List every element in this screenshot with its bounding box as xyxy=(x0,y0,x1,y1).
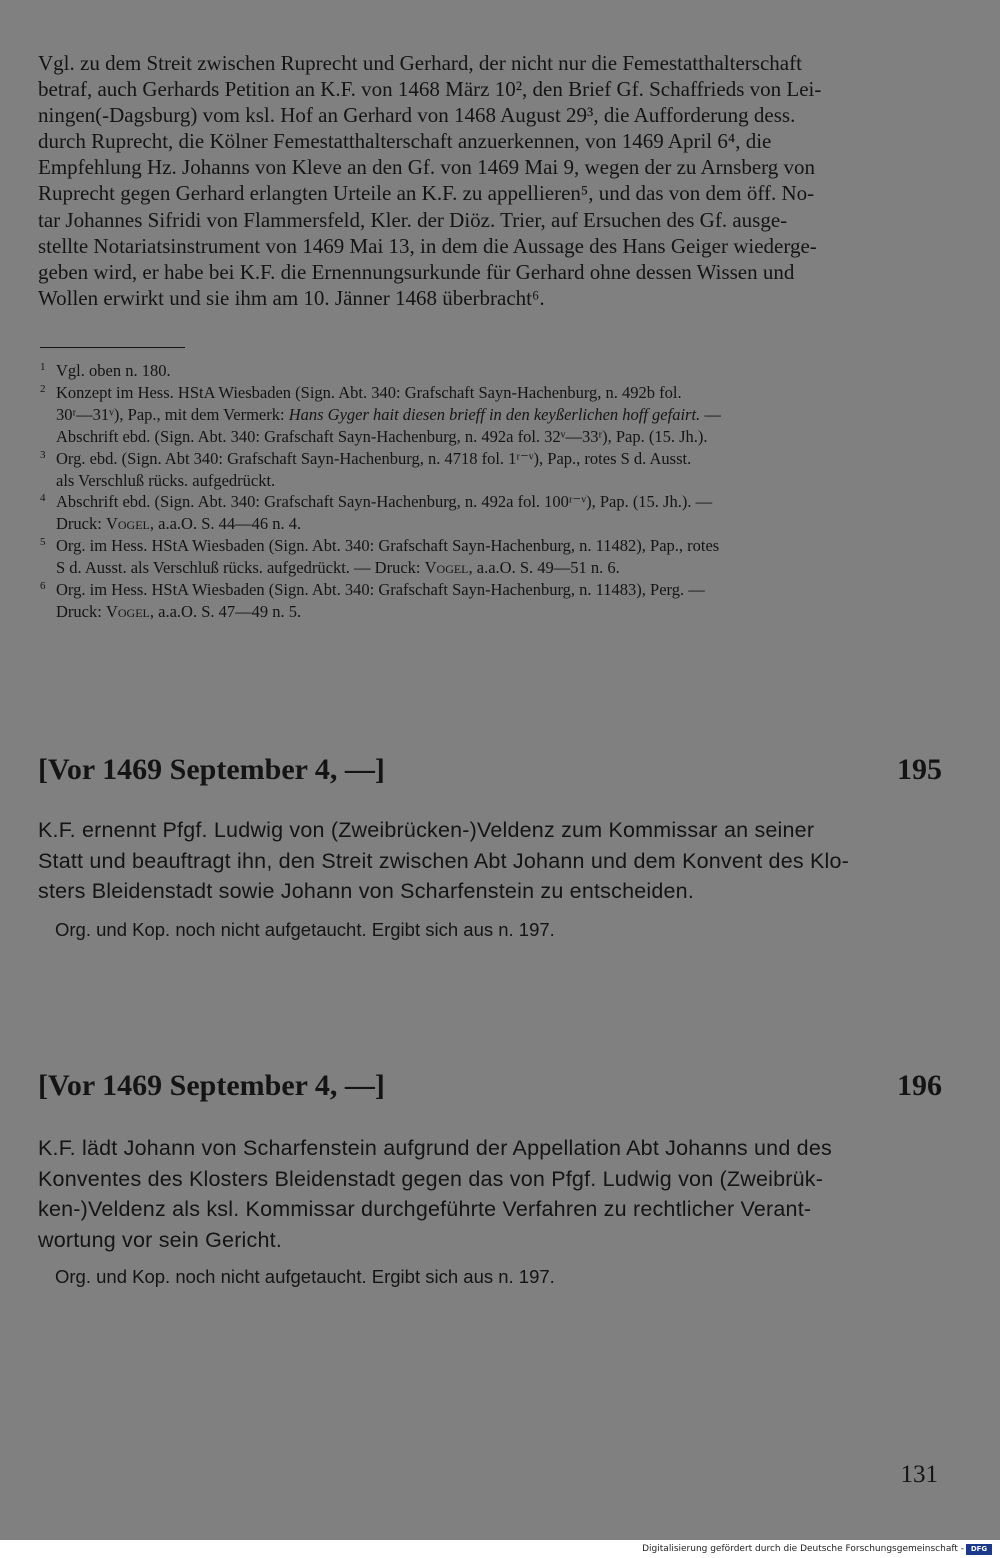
footnote xyxy=(40,360,946,382)
footnote-line: als Verschluß rücks. aufgedrückt. xyxy=(56,470,276,490)
footnote-marker: 3 xyxy=(40,448,46,461)
dfg-logo-icon: DFG xyxy=(966,1544,992,1555)
intro-line: Ruprecht gegen Gerhard erlangten Urteile an K.F. zu appellieren⁵, und das von dem öff. No- xyxy=(38,181,815,206)
footnote-text: Druck: xyxy=(56,601,106,621)
footnote-text: , a.a.O. S. 47—49 n. 5. xyxy=(149,601,302,621)
entry-number: 196 xyxy=(897,1069,942,1102)
intro-line: tar Johannes Sifridi von Flammersfeld, Kler. der Diöz. Trier, auf Ersuchen des Gf. ausge- xyxy=(38,207,788,232)
footnote-quote: Hans Gyger hait diesen brieff in den keyßerlichen hoff gefairt. xyxy=(288,404,701,424)
footnote-text: — xyxy=(700,404,721,424)
entry-line: sters Bleidenstadt sowie Johann von Scharfenstein zu entscheiden. xyxy=(38,879,695,903)
intro-line: betraf, auch Gerhards Petition an K.F. von 1468 März 10², den Brief Gf. Schaffrieds von Lei- xyxy=(38,77,822,102)
intro-line: Empfehlung Hz. Johanns von Kleve an den Gf. von 1469 Mai 9, wegen der zu Arnsberg von xyxy=(38,155,816,180)
footnote xyxy=(40,448,946,492)
intro-line: ningen(-Dagsburg) vom ksl. Hof an Gerhard von 1468 August 29³, die Aufforderung dess. xyxy=(38,103,796,128)
footnote-line: Abschrift ebd. (Sign. Abt. 340: Grafschaft Sayn-Hachenburg, n. 492a fol. 100ʳ⁻ᵛ), Pap. (15. Jh.). — xyxy=(56,492,713,512)
footnote-line: Abschrift ebd. (Sign. Abt. 340: Grafschaft Sayn-Hachenburg, n. 492a fol. 32ᵛ—33ʳ), Pap. (15. Jh.). xyxy=(56,426,708,446)
entry-line: Statt und beauftragt ihn, den Streit zwischen Abt Johann und dem Konvent des Klo- xyxy=(38,848,850,873)
entry-date: [Vor 1469 September 4, —] xyxy=(38,753,385,786)
intro-line: geben wird, er habe bei K.F. die Ernennungsurkunde für Gerhard ohne dessen Wissen und xyxy=(38,259,795,284)
footnote-marker: 6 xyxy=(40,580,46,593)
author-name: Vogel xyxy=(424,558,469,578)
footnote-line: Org. im Hess. HStA Wiesbaden (Sign. Abt. 340: Grafschaft Sayn-Hachenburg, n. 11482), Pap., rotes xyxy=(56,536,720,556)
entry-body xyxy=(38,815,944,907)
footer-credit: Digitalisierung gefördert durch die Deutsche Forschungsgemeinschaft - xyxy=(642,1544,964,1554)
footnote-line: Org. ebd. (Sign. Abt 340: Grafschaft Sayn-Hachenburg, n. 4718 fol. 1ʳ⁻ᵛ), Pap., rotes S d. Ausst. xyxy=(56,448,692,468)
footnote-line: Vgl. oben n. 180. xyxy=(56,361,171,380)
footnote-line xyxy=(56,404,946,426)
entry-source-note: Org. und Kop. noch nicht aufgetaucht. Ergibt sich aus n. 197. xyxy=(55,1266,555,1287)
footnote-line xyxy=(56,557,946,579)
intro-line: durch Ruprecht, die Kölner Femestatthalterschaft anzuerkennen, von 1469 April 6⁴, die xyxy=(38,129,772,154)
footnote-marker: 4 xyxy=(40,492,46,505)
footnote-marker: 5 xyxy=(40,536,46,549)
entry-line: K.F. lädt Johann von Scharfenstein aufgrund der Appellation Abt Johanns und des xyxy=(38,1136,832,1160)
footnote-marker: 2 xyxy=(40,382,46,395)
intro-line: Wollen erwirkt und sie ihm am 10. Jänner 1468 überbracht⁶. xyxy=(38,285,545,310)
digitization-footer xyxy=(0,1540,1000,1558)
footnote-text: 30ʳ—31ᵛ), Pap., mit dem Vermerk: xyxy=(56,404,289,424)
footnotes xyxy=(40,360,946,623)
entry-heading xyxy=(38,1066,942,1106)
footnote-line xyxy=(56,601,946,623)
footnote-line: Org. im Hess. HStA Wiesbaden (Sign. Abt. 340: Grafschaft Sayn-Hachenburg, n. 11483), Perg. — xyxy=(56,580,705,600)
entry-line: ken-)Veldenz als ksl. Kommissar durchgeführte Verfahren zu rechtlicher Verant- xyxy=(38,1197,812,1221)
footnote xyxy=(40,579,946,623)
footnote-line: Konzept im Hess. HStA Wiesbaden (Sign. Abt. 340: Grafschaft Sayn-Hachenburg, n. 492b fol. xyxy=(56,382,682,402)
intro-line: stellte Notariatsinstrument von 1469 Mai 13, in dem die Aussage des Hans Geiger wiederge- xyxy=(38,233,817,258)
page-number: 131 xyxy=(900,1461,938,1488)
footnote xyxy=(40,382,946,448)
entry-line: Konventes des Klosters Bleidenstadt gegen das von Pfgf. Ludwig von (Zweibrük- xyxy=(38,1166,824,1191)
footnote xyxy=(40,535,946,579)
entry-date: [Vor 1469 September 4, —] xyxy=(38,1069,385,1102)
footnote-text: Druck: xyxy=(56,514,106,534)
footnote xyxy=(40,491,946,535)
entry-source-note: Org. und Kop. noch nicht aufgetaucht. Ergibt sich aus n. 197. xyxy=(55,919,555,940)
entry-line: wortung vor sein Gericht. xyxy=(38,1227,282,1252)
intro-line: Vgl. zu dem Streit zwischen Ruprecht und Gerhard, der nicht nur die Femestatthalterschaft xyxy=(38,51,802,75)
author-name: Vogel xyxy=(105,601,150,621)
entry-line: K.F. ernennt Pfgf. Ludwig von (Zweibrücken-)Veldenz zum Kommissar an seiner xyxy=(38,818,815,842)
footnote-text: S d. Ausst. als Verschluß rücks. aufgedrückt. — Druck: xyxy=(56,558,425,578)
author-name: Vogel xyxy=(105,514,150,534)
footnote-divider xyxy=(40,347,185,348)
footnote-line xyxy=(56,513,946,535)
intro-paragraph xyxy=(38,50,946,311)
footnote-marker: 1 xyxy=(40,361,46,373)
footnote-text: , a.a.O. S. 44—46 n. 4. xyxy=(149,514,302,534)
footnote-text: , a.a.O. S. 49—51 n. 6. xyxy=(468,558,620,578)
entry-body xyxy=(38,1133,944,1255)
entry-number: 195 xyxy=(897,753,942,786)
entry-heading xyxy=(38,750,942,790)
